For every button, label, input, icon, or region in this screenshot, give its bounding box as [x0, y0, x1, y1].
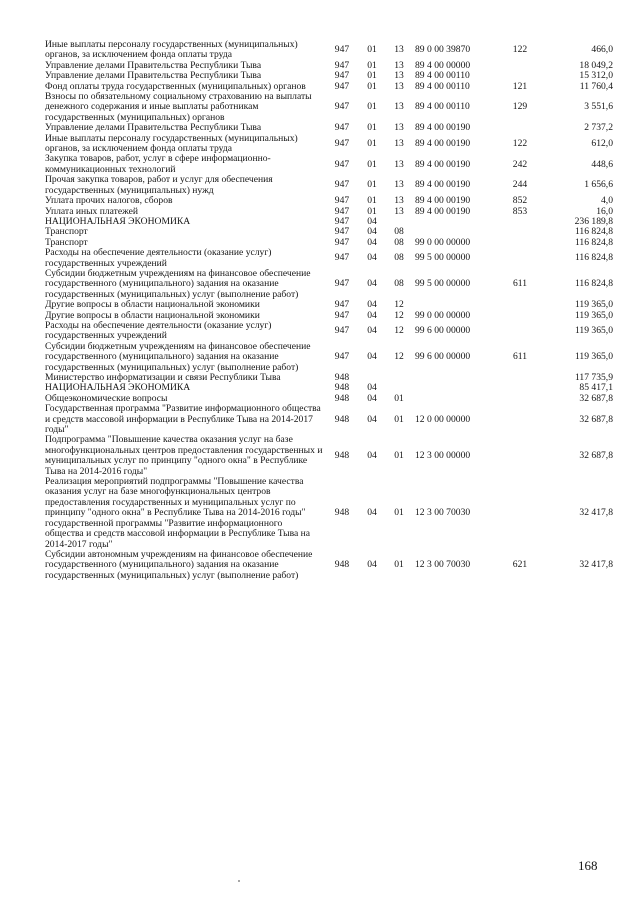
cell-pr: 12	[394, 309, 404, 321]
page-number: 168	[578, 858, 598, 873]
cell-rz: 01	[367, 122, 377, 134]
table-row	[45, 134, 613, 155]
cell-name: Другие вопросы в области национальной экономики	[45, 309, 260, 321]
cell-pr: 13	[394, 195, 404, 207]
cell-gr: 947	[334, 215, 350, 227]
budget-table	[45, 40, 613, 581]
cell-cs: 89 0 00 39870	[415, 44, 471, 56]
cell-rz: 01	[367, 205, 377, 217]
cell-sum: 4,0	[601, 195, 613, 207]
cell-name: Общеэкономические вопросы	[45, 392, 168, 404]
cell-gr: 947	[334, 309, 350, 321]
cell-gr: 947	[334, 158, 350, 170]
cell-sum: 15 312,0	[579, 70, 613, 82]
cell-pr: 12	[394, 325, 404, 337]
cell-sum: 32 417,8	[579, 559, 613, 571]
cell-sum: 117 735,9	[574, 372, 613, 383]
cell-vr	[503, 123, 537, 133]
table-row	[45, 477, 613, 550]
table-row	[45, 175, 613, 196]
cell-rz: 01	[367, 59, 377, 71]
cell-sum: 119 365,0	[574, 351, 613, 363]
cell-gr: 947	[334, 137, 350, 149]
cell-rz: 04	[367, 450, 377, 462]
cell-name: Транспорт	[45, 236, 88, 248]
cell-gr: 948	[334, 559, 350, 571]
table-row	[45, 321, 613, 342]
cell-sum: 116 824,8	[574, 278, 613, 290]
cell-rz: 04	[367, 325, 377, 337]
table-body	[45, 40, 613, 581]
cell-vr: 121	[512, 80, 528, 92]
cell-gr: 947	[334, 122, 350, 134]
cell-sum: 32 687,8	[579, 450, 613, 462]
cell-cs: 89 4 00 00190	[415, 158, 471, 170]
cell-rz: 01	[367, 44, 377, 56]
cell-cs: 99 6 00 00000	[415, 351, 471, 363]
cell-sum: 612,0	[591, 137, 613, 149]
cell-name: Министерство информатизации и связи Республики Тыва	[45, 372, 281, 383]
cell-cs: 89 4 00 00110	[415, 101, 470, 113]
cell-rz: 04	[367, 278, 377, 290]
cell-name: Субсидии автономным учреждениям на финансовое обеспечение государственного (муниципального) задания на оказание государственных (муниципальных) услуг (выполнение работ)	[45, 548, 313, 581]
cell-vr	[503, 373, 537, 383]
cell-name: Управление делами Правительства Республики Тыва	[45, 59, 262, 71]
cell-vr: 122	[512, 44, 528, 56]
cell-vr	[503, 404, 537, 435]
cell-name: Управление делами Правительства Республики Тыва	[45, 122, 262, 134]
cell-vr	[503, 383, 537, 393]
cell-rz: 04	[367, 299, 377, 311]
cell-pr: 08	[394, 226, 404, 238]
cell-vr	[503, 321, 537, 342]
cell-rz: 04	[367, 236, 377, 248]
cell-name: НАЦИОНАЛЬНАЯ ЭКОНОМИКА	[45, 382, 191, 394]
cell-rz: 04	[367, 559, 377, 571]
cell-cs: 89 4 00 00190	[415, 195, 471, 207]
cell-cs	[411, 300, 503, 310]
cell-name: Другие вопросы в области национальной экономики	[45, 299, 260, 311]
cell-pr: 13	[394, 44, 404, 56]
cell-name: Уплата иных платежей	[45, 205, 139, 217]
cell-sum: 119 365,0	[574, 299, 613, 311]
cell-cs: 89 4 00 00190	[415, 179, 471, 191]
cell-gr: 947	[334, 59, 350, 71]
cell-pr	[387, 373, 411, 383]
table-row	[45, 227, 613, 237]
cell-rz: 04	[367, 215, 377, 227]
cell-pr: 13	[394, 158, 404, 170]
cell-gr: 947	[334, 101, 350, 113]
cell-pr: 01	[394, 559, 404, 571]
cell-name: Фонд оплаты труда государственных (муниципальных) органов	[45, 80, 306, 92]
cell-vr	[503, 477, 537, 550]
table-row	[45, 342, 613, 373]
cell-gr: 947	[334, 325, 350, 337]
table-row	[45, 40, 613, 61]
cell-sum: 32 417,8	[579, 507, 613, 519]
cell-pr: 01	[394, 392, 404, 404]
cell-sum: 2 737,2	[584, 122, 613, 134]
cell-gr: 948	[334, 450, 350, 462]
cell-gr: 948	[334, 392, 350, 404]
cell-rz: 04	[367, 507, 377, 519]
cell-vr	[503, 300, 537, 310]
cell-vr: 621	[512, 559, 528, 571]
cell-vr	[503, 394, 537, 404]
cell-name: Расходы на обеспечение деятельности (оказание услуг) государственных учреждений	[45, 319, 272, 342]
cell-pr: 08	[394, 236, 404, 248]
cell-name: Иные выплаты персоналу государственных (муниципальных) органов, за исключением фонда оплаты труда	[45, 132, 298, 155]
cell-vr: 244	[512, 179, 528, 191]
cell-rz: 01	[367, 137, 377, 149]
cell-cs: 99 5 00 00000	[415, 252, 471, 264]
cell-vr: 122	[512, 137, 528, 149]
cell-name: Транспорт	[45, 226, 88, 238]
cell-vr	[503, 227, 537, 237]
cell-rz: 04	[367, 252, 377, 264]
cell-pr: 08	[394, 252, 404, 264]
cell-rz: 04	[367, 226, 377, 238]
cell-rz: 04	[367, 382, 377, 394]
cell-gr: 948	[334, 372, 350, 383]
cell-rz: 01	[367, 179, 377, 191]
cell-pr: 13	[394, 80, 404, 92]
cell-vr	[503, 248, 537, 269]
cell-rz: 04	[367, 392, 377, 404]
cell-pr: 01	[394, 507, 404, 519]
cell-cs: 12 3 00 00000	[415, 450, 471, 462]
table-row	[45, 92, 613, 123]
cell-cs: 99 0 00 00000	[415, 236, 471, 248]
cell-sum: 11 760,4	[579, 80, 613, 92]
cell-gr: 947	[334, 252, 350, 264]
cell-cs: 89 4 00 00190	[415, 137, 471, 149]
cell-gr: 948	[334, 507, 350, 519]
cell-rz: 01	[367, 101, 377, 113]
cell-sum: 16,0	[596, 205, 613, 217]
table-row	[45, 404, 613, 435]
scan-dot-mark	[238, 880, 240, 882]
cell-gr: 948	[334, 413, 350, 425]
cell-pr: 13	[394, 59, 404, 71]
table-row	[45, 550, 613, 581]
cell-vr	[503, 61, 537, 71]
cell-vr	[503, 435, 537, 477]
cell-name: Субсидии бюджетным учреждениям на финансовое обеспечение государственного (муниципального) задания на оказание государственных (муниципальных) услуг (выполнение работ)	[45, 340, 311, 373]
cell-name: Взносы по обязательному социальному страхованию на выплаты денежного содержания и иные выплаты работникам государственных (муниципальных) органов	[45, 91, 312, 123]
cell-vr	[503, 217, 537, 227]
cell-vr: 242	[512, 158, 528, 170]
cell-gr: 947	[334, 299, 350, 311]
cell-cs: 89 4 00 00190	[415, 122, 471, 134]
cell-sum: 32 687,8	[579, 392, 613, 404]
cell-gr: 947	[334, 236, 350, 248]
cell-pr: 13	[394, 70, 404, 82]
cell-name: Государственная программа "Развитие информационного общества и средств массовой информации в Республике Тыва на 2014-2017 годы"	[45, 403, 321, 436]
cell-cs	[411, 217, 503, 227]
cell-rz: 04	[367, 351, 377, 363]
cell-pr: 13	[394, 122, 404, 134]
cell-sum: 119 365,0	[574, 325, 613, 337]
cell-name: Закупка товаров, работ, услуг в сфере информационно-коммуникационных технологий	[45, 153, 271, 175]
cell-cs: 89 4 00 00190	[415, 205, 471, 217]
cell-gr: 947	[334, 44, 350, 56]
cell-name: НАЦИОНАЛЬНАЯ ЭКОНОМИКА	[45, 215, 191, 227]
cell-gr: 947	[334, 226, 350, 238]
cell-gr: 947	[334, 195, 350, 207]
cell-cs: 89 4 00 00110	[415, 70, 470, 82]
cell-sum: 3 551,6	[584, 101, 613, 113]
table-row	[45, 154, 613, 175]
cell-rz: 01	[367, 158, 377, 170]
cell-sum: 32 687,8	[579, 413, 613, 425]
cell-sum: 18 049,2	[579, 59, 613, 71]
cell-vr: 129	[512, 101, 528, 113]
cell-pr: 12	[394, 351, 404, 363]
cell-cs: 99 6 00 00000	[415, 325, 471, 337]
cell-gr: 948	[334, 382, 350, 394]
cell-name: Реализация мероприятий подпрограммы "Повышение качества оказания услуг на базе многофункциональных центров предоставления государственных и муниципальных услуг по принципу "одного окна" в Республике Тыва на 2014-2016 годы" государственной программы "Развитие информационного общества и средств массовой информации в Республике Тыва на 2014-2017 годы"	[45, 476, 311, 550]
cell-vr: 853	[512, 205, 528, 217]
cell-pr: 12	[394, 299, 404, 311]
table-row	[45, 269, 613, 300]
cell-cs: 99 5 00 00000	[415, 278, 471, 290]
cell-sum: 1 656,6	[584, 179, 613, 191]
cell-name: Иные выплаты персоналу государственных (муниципальных) органов, за исключением фонда оплаты труда	[45, 39, 298, 61]
cell-gr: 947	[334, 70, 350, 82]
cell-pr: 13	[394, 205, 404, 217]
cell-cs: 12 0 00 00000	[415, 413, 471, 425]
cell-sum: 85 417,1	[579, 382, 613, 394]
cell-cs: 89 4 00 00000	[415, 59, 471, 71]
cell-pr: 13	[394, 101, 404, 113]
cell-name: Подпрограмма "Повышение качества оказания услуг на базе многофункциональных центров предоставления государственных и муниципальных услуг по принципу "одного окна" в Республике Тыва на 2014-2016 годы"	[45, 434, 323, 477]
cell-vr: 852	[512, 195, 528, 207]
cell-gr: 947	[334, 80, 350, 92]
cell-rz: 01	[367, 80, 377, 92]
cell-rz: 04	[367, 309, 377, 321]
cell-name: Управление делами Правительства Республики Тыва	[45, 70, 262, 82]
cell-sum: 236 189,8	[574, 215, 613, 227]
cell-sum: 119 365,0	[574, 309, 613, 321]
cell-sum: 116 824,8	[574, 236, 613, 248]
table-row	[45, 435, 613, 477]
cell-name: Уплата прочих налогов, сборов	[45, 195, 173, 207]
table-row	[45, 196, 613, 206]
cell-name: Субсидии бюджетным учреждениям на финансовое обеспечение государственного (муниципального) задания на оказание государственных (муниципальных) услуг (выполнение работ)	[45, 267, 311, 300]
cell-vr: 611	[512, 278, 528, 290]
cell-sum: 116 824,8	[574, 252, 613, 264]
table-row	[45, 217, 613, 227]
cell-gr: 947	[334, 179, 350, 191]
cell-gr: 947	[334, 278, 350, 290]
cell-pr: 13	[394, 137, 404, 149]
cell-cs	[411, 383, 503, 393]
cell-pr: 13	[394, 179, 404, 191]
cell-rz: 01	[367, 70, 377, 82]
table-row	[45, 248, 613, 269]
cell-sum: 466,0	[591, 44, 613, 56]
cell-rz: 04	[367, 413, 377, 425]
cell-vr	[503, 238, 537, 248]
cell-name: Расходы на обеспечение деятельности (оказание услуг) государственных учреждений	[45, 247, 272, 269]
cell-vr	[503, 311, 537, 321]
cell-pr: 01	[394, 413, 404, 425]
cell-name: Прочая закупка товаров, работ и услуг для обеспечения государственных (муниципальных) нужд	[45, 174, 273, 196]
cell-sum: 116 824,8	[574, 226, 613, 238]
cell-sum: 448,6	[591, 158, 613, 170]
cell-pr: 01	[394, 450, 404, 462]
cell-gr: 947	[334, 205, 350, 217]
cell-cs	[411, 394, 503, 404]
table-row	[45, 300, 613, 310]
cell-cs: 12 3 00 70030	[415, 559, 471, 571]
cell-cs	[411, 373, 503, 383]
cell-cs: 99 0 00 00000	[415, 309, 471, 321]
cell-rz: 01	[367, 195, 377, 207]
cell-pr: 08	[394, 278, 404, 290]
cell-vr: 611	[512, 351, 528, 363]
cell-cs: 12 3 00 70030	[415, 507, 471, 519]
cell-cs: 89 4 00 00110	[415, 80, 470, 92]
cell-gr: 947	[334, 351, 350, 363]
